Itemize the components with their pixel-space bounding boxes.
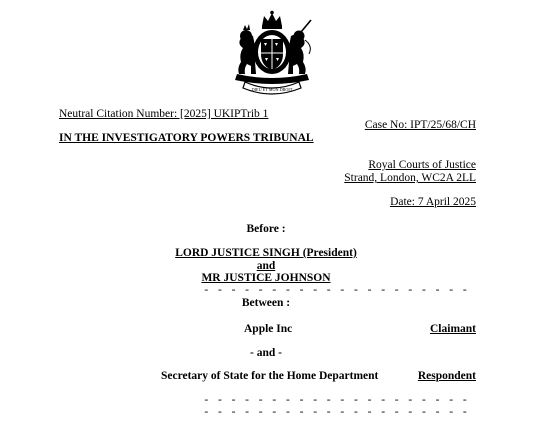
tribunal-name: IN THE INVESTIGATORY POWERS TRIBUNAL	[59, 132, 314, 144]
judgment-date: Date: 7 April 2025	[390, 196, 476, 208]
neutral-citation: Neutral Citation Number: [2025] UKIPTrib 1	[59, 108, 269, 120]
judge-singh: LORD JUSTICE SINGH (President)	[175, 247, 357, 259]
respondent-name: Secretary of State for the Home Department	[161, 370, 379, 382]
separator-1: - - - - - - - - - - - - - - - - - - - -	[203, 285, 469, 297]
claimant-name: Apple Inc	[244, 323, 293, 335]
case-number: Case No: IPT/25/68/CH	[364, 119, 476, 131]
respondent-role: Respondent	[417, 370, 476, 382]
svg-text:DIEU ET MON DROIT: DIEU ET MON DROIT	[251, 87, 293, 92]
between-label: Between :	[241, 297, 291, 309]
claimant-role: Claimant	[430, 323, 476, 335]
bench-and-label: and	[256, 260, 276, 272]
royal-coat-of-arms-icon	[219, 10, 325, 96]
before-label: Before :	[246, 223, 286, 235]
venue-line-1: Royal Courts of Justice	[368, 159, 476, 171]
separator-2: - - - - - - - - - - - - - - - - - - - -	[203, 395, 469, 407]
parties-and-label: - and -	[250, 347, 282, 359]
separator-3: - - - - - - - - - - - - - - - - - - - -	[203, 407, 469, 419]
judge-johnson: MR JUSTICE JOHNSON	[201, 272, 331, 284]
venue-line-2: Strand, London, WC2A 2LL	[344, 172, 476, 184]
